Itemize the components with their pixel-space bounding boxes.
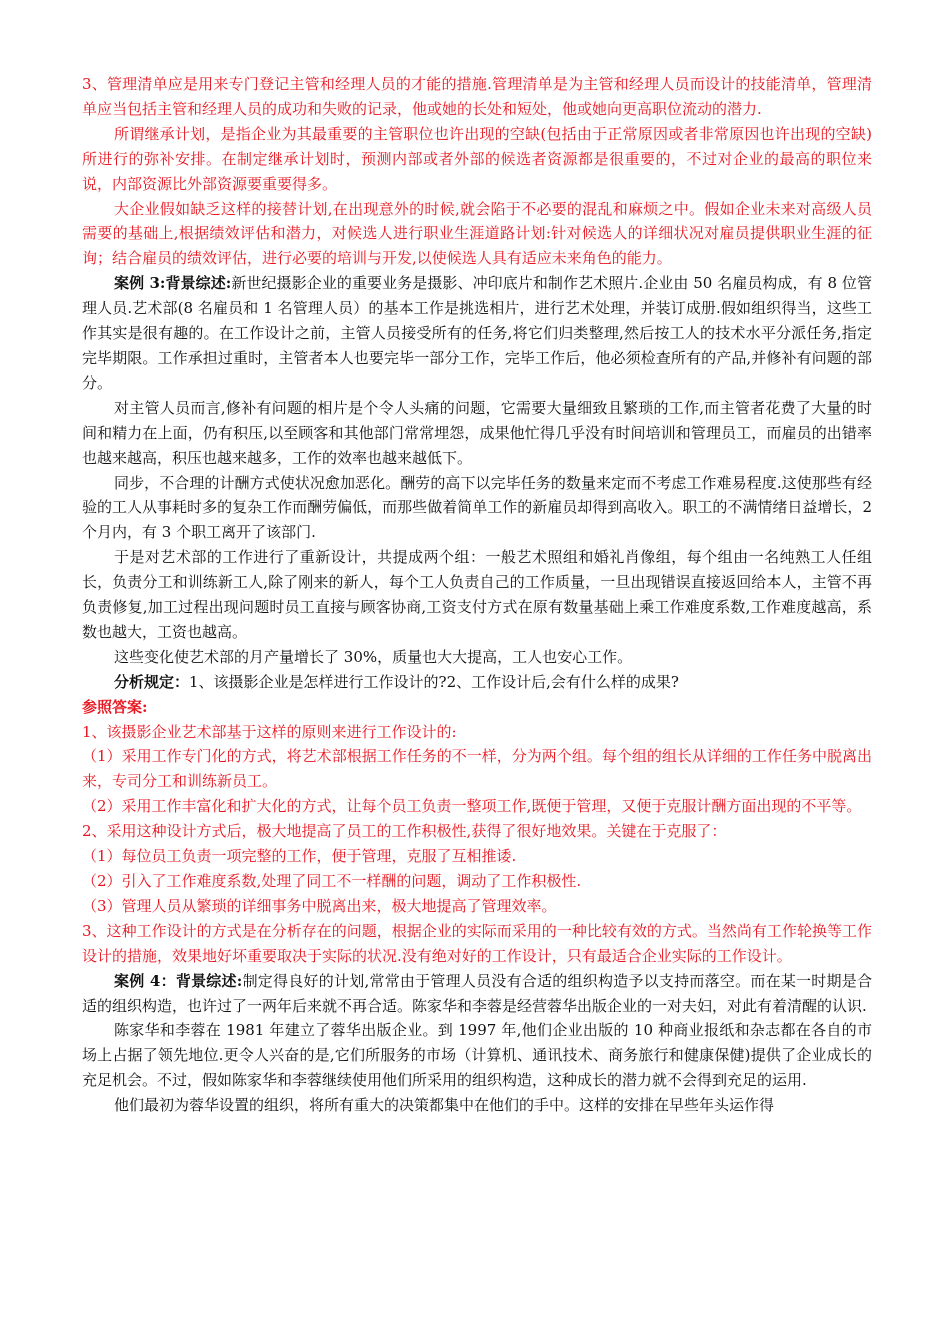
answer-1-item-2: （2）采用工作丰富化和扩大化的方式，让每个员工负责一整项工作,既便于管理，又便于克服计酬方面出现的不平等。 (82, 797, 862, 816)
paragraph-redesign: 于是对艺术部的工作进行了重新设计，共提成两个组：一般艺术照组和婚礼肖像组，每个组由一名纯熟工人任组长，负责分工和训练新工人,除了刚来的新人，每个工人负责自己的工作质量，一旦出现错误直接返回给本人，主管不再负责修复,加工过程出现问题时员工直接与顾客协商,工资支付方式在原有数量基础上乘工作难度系数,工作难度越高，系数也越大，工资也越高。 (82, 548, 872, 641)
case-4-label: 案例 4：背景综述: (114, 971, 243, 990)
paragraph-photo-repair: 对主管人员而言,修补有问题的相片是个令人头痛的问题，它需要大量细致且繁琐的工作,而主管者花费了大量的时间和精力在上面，仍有积压,以至顾客和其他部门常常埋怨，成果他忙得几乎没有时间培训和管理员工，而雇员的出错率也越来越高，积压也越来越多，工作的效率也越来越低下。 (82, 398, 872, 467)
answer-2: 2、采用这种设计方式后，极大地提高了员工的工作积极性,获得了很好地效果。关键在于克服了： (82, 822, 727, 841)
answer-3: 3、这种工作设计的方式是在分析存在的问题，根据企业的实际而采用的一种比较有效的方式。当然尚有工作轮换等工作设计的措施，效果地好坏重要取决于实际的状况.没有绝对好的工作设计，只有最适合企业实际的工作设计。 (82, 921, 872, 965)
paragraph-result: 这些变化使艺术部的月产量增长了 30%，质量也大大提高，工人也安心工作。 (114, 647, 633, 666)
answer-1: 1、该摄影企业艺术部基于这样的原则来进行工作设计的: (82, 722, 457, 741)
answer-heading: 参照答案: (82, 697, 148, 716)
answer-2-item-1: （1）每位员工负责一项完整的工作，便于管理，克服了互相推诿. (82, 847, 517, 866)
paragraph-management-list: 3、管理清单应是用来专门登记主管和经理人员的才能的措施.管理清单是为主管和经理人员而设计的技能清单，管理清单应当包括主管和经理人员的成功和失败的记录，他或她的长处和短处，他或她向更高职位流动的潜力. (82, 75, 872, 118)
analysis-label: 分析规定： (114, 672, 190, 691)
case-3-text: 新世纪摄影企业的重要业务是摄影、冲印底片和制作艺术照片.企业由 50 名雇员构成，有 8 位管理人员.艺术部(8 名雇员和 1 名管理人员）的基本工作是挑选相片，进行艺术处理，并装订成册.假如组织得当，这些工作其实是很有趣的。在工作设计之前，主管人员接受所有的任务,将它们归类整理,然后按工人的技术水平分派任务,指定完毕期限。工作承担过重时，主管者本人也要完毕一部分工作，完毕工作后，他必须检查所有的产品,并修补有问题的部分。 (82, 274, 873, 392)
paragraph-case-4 (82, 969, 872, 1019)
analysis-text: 1、该摄影企业是怎样进行工作设计的?2、工作设计后,会有什么样的成果? (189, 672, 679, 691)
paragraph-analysis-requirements (82, 670, 872, 695)
case-3-label: 案例 3:背景综述: (114, 274, 232, 293)
paragraph-company-founding: 陈家华和李蓉在 1981 年建立了蓉华出版企业。到 1997 年,他们企业出版的 10 种商业报纸和杂志都在各自的市场上占据了领先地位.更令人兴奋的是,它们所服务的市场（计算机、通讯技术、商务旅行和健康保健)提供了企业成长的充足机会。不过，假如陈家华和李蓉继续使用他们所采用的组织构造，这种成长的潜力就不会得到充足的运用. (82, 1021, 872, 1090)
answer-2-item-3: （3）管理人员从繁琐的详细事务中脱离出来，极大地提高了管理效率。 (82, 896, 557, 915)
paragraph-original-structure: 他们最初为蓉华设置的组织，将所有重大的决策都集中在他们的手中。这样的安排在早些年头运作得 (114, 1096, 775, 1115)
answer-2-item-2: （2）引入了工作难度系数,处理了同工不一样酬的问题，调动了工作积极性. (82, 872, 582, 890)
paragraph-pay-method: 同步，不合理的计酬方式使状况愈加恶化。酬劳的高下以完毕任务的数量来定而不考虑工作难易程度.这使那些有经验的工人从事耗时多的复杂工作而酬劳偏低，而那些做着简单工作的新雇员却得到高收入。职工的不满情绪日益增长，2 个月内，有 3 个职工离开了该部门. (82, 473, 872, 542)
paragraph-replacement-plan: 大企业假如缺乏这样的接替计划,在出现意外的时候,就会陷于不必要的混乱和麻烦之中。假如企业未来对高级人员需要的基础上,根据绩效评估和潜力，对候选人进行职业生涯道路计划:针对候选人的详细状况对雇员提供职业生涯的征询；结合雇员的绩效评估，进行必要的培训与开发,以使候选人具有适应未来角色的能力。 (82, 199, 872, 268)
case-4-text: 制定得良好的计划,常常由于管理人员没有合适的组织构造予以支持而落空。而在某一时期是合适的组织构造，也许过了一两年后来就不再合适。陈家华和李蓉是经营蓉华出版企业的一对夫妇，对此有着清醒的认识. (82, 971, 872, 1015)
paragraph-case-3 (82, 271, 872, 396)
document-page (82, 72, 872, 1118)
paragraph-succession-plan: 所谓继承计划，是指企业为其最重要的主管职位也许出现的空缺(包括由于正常原因或者非常原因也许出现的空缺)所进行的弥补安排。在制定继承计划时，预测内部或者外部的候选者资源都是很重要的，不过对企业的最高的职位来说，内部资源比外部资源要重要得多。 (82, 124, 872, 193)
answer-1-item-1: （1）采用工作专门化的方式，将艺术部根据工作任务的不一样，分为两个组。每个组的组长从详细的工作任务中脱离出来，专司分工和训练新员工。 (82, 747, 872, 791)
